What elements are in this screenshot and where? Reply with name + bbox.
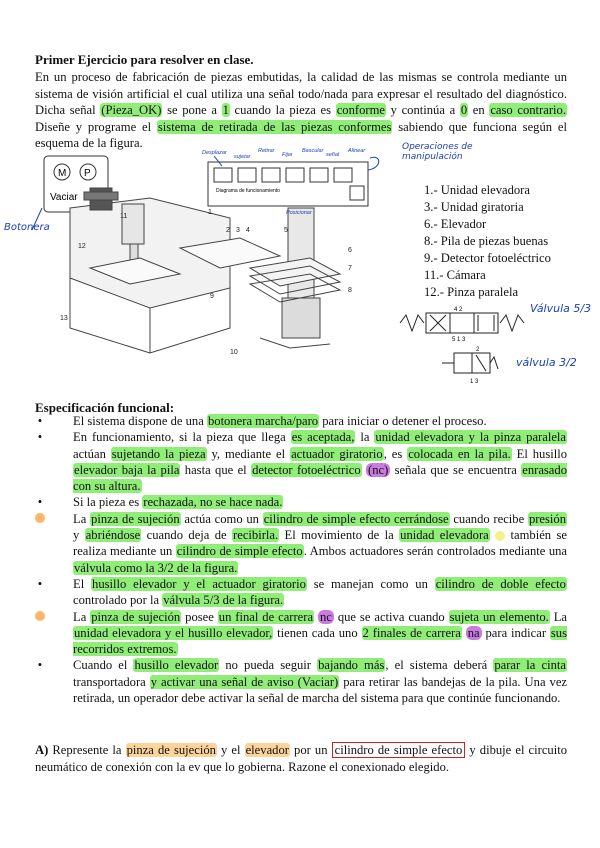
highlight: colocada en la pila. — [408, 446, 511, 461]
text: En funcionamiento, si la pieza que llega — [73, 430, 291, 445]
bullet: • — [37, 658, 43, 673]
text: y, mediante el — [206, 446, 291, 461]
annotation-valve-53: Válvula 5/3 — [530, 302, 592, 315]
text: Cuando el — [73, 658, 134, 673]
intro-paragraph — [35, 69, 567, 152]
highlight: abriéndose — [85, 528, 141, 543]
text: hasta que el — [180, 462, 252, 477]
text: se manejan como un — [306, 576, 435, 591]
text: cuando recibe — [449, 511, 528, 526]
valve-5-3-symbol — [398, 303, 528, 343]
text: cuando la pieza es — [229, 103, 336, 117]
highlight: cilindro de doble efecto — [435, 576, 566, 591]
spec-item — [35, 413, 567, 429]
highlight: bajando más — [318, 658, 385, 673]
highlight: caso contrario. — [490, 103, 566, 117]
text: . Ambos actuadores serán controlados mediante una — [303, 544, 568, 559]
boxed-text: cilindro de simple efecto — [332, 742, 466, 758]
num-label: 11 — [120, 213, 128, 220]
highlight: 0 — [460, 103, 468, 117]
annotation-valve-32: válvula 3/2 — [516, 356, 577, 369]
valve32-port-top: 2 — [476, 347, 480, 353]
num-label: 6 — [348, 247, 352, 254]
yellow-dot — [495, 531, 505, 541]
component-legend — [424, 182, 551, 301]
text: para indicar — [481, 625, 550, 640]
highlight: un final de carrera — [218, 609, 314, 624]
hw-word: Bascular — [302, 148, 324, 154]
spec-item — [35, 511, 567, 576]
legend-item: 6.- Elevador — [424, 217, 487, 231]
text: y el — [216, 743, 245, 757]
legend-item: 8.- Pila de piezas buenas — [424, 234, 549, 248]
spec-title: Especificación funcional: — [35, 400, 175, 415]
highlight: 1 — [222, 103, 229, 117]
text: para iniciar o detener el proceso. — [319, 414, 487, 428]
valve32-ports-bottom: 1 3 — [470, 379, 479, 385]
highlight-purple: (nc) — [368, 462, 389, 477]
text: en — [468, 103, 490, 117]
highlight: husillo elevador y el actuador giratorio — [92, 576, 306, 591]
panel-vaciar-label: Vaciar — [50, 192, 78, 203]
valve-ports-bottom: 5 1 3 — [452, 337, 466, 343]
highlight-purple: nc — [320, 609, 332, 624]
hw-word: Fijar — [282, 152, 293, 158]
valve-3-2-symbol — [440, 345, 500, 385]
spec-item — [35, 429, 567, 494]
text: El sistema dispone de una — [73, 414, 207, 428]
text: transportadora — [73, 674, 150, 689]
highlight: válvula como la 3/2 de la figura. — [74, 560, 238, 575]
num-label: 10 — [230, 349, 238, 356]
text: controlado por la — [73, 593, 163, 608]
text: y dibuje el circuito neumático de conexión con la ev que lo gobierna. Razone el conexionado elegido. — [35, 743, 568, 774]
highlight: sistema de retirada de las piezas conformes — [157, 119, 392, 134]
legend-item: 3.- Unidad giratoria — [424, 200, 524, 214]
valve-ports-top: 4 2 — [454, 307, 463, 313]
highlight: válvula 5/3 de la figura. — [163, 593, 284, 608]
spec-list — [35, 413, 567, 706]
annotation-operaciones: Operaciones de manipulación — [402, 142, 473, 162]
legend-item: 9.- Detector fotoeléctrico — [424, 251, 551, 265]
highlight: y activar una señal de aviso (Vaciar) — [150, 674, 339, 689]
highlight: unidad elevadora y la pinza paralela — [375, 430, 566, 445]
legend-item: 1.- Unidad elevadora — [424, 183, 530, 197]
text: sabiendo que funciona según el esquema de la figura. — [35, 119, 567, 150]
bullet: • — [37, 495, 43, 510]
highlight: unidad elevadora y el husillo elevador, — [74, 625, 273, 640]
hw-word: Alinear — [348, 148, 366, 154]
text: también se realiza mediante un — [73, 528, 567, 559]
text: La — [549, 609, 567, 624]
text: Represente la — [48, 743, 126, 757]
highlight: enrasado con su altura. — [73, 462, 567, 494]
highlight: parar la cinta — [494, 658, 566, 673]
highlight: (Pieza_OK) — [101, 103, 162, 117]
num-label: 4 — [246, 227, 250, 234]
bullet-marked — [35, 511, 45, 527]
highlight: elevador baja la pila — [74, 462, 180, 477]
spec-item — [35, 576, 567, 609]
num-label: 7 — [348, 265, 352, 272]
hw-word: sujetar — [234, 154, 251, 160]
text: , el sistema deberá — [385, 658, 494, 673]
highlight: 2 finales de carrera — [362, 625, 461, 640]
text: actúa como un — [180, 511, 263, 526]
highlight: pinza de sujeción — [91, 511, 180, 526]
function-diagram — [208, 162, 368, 206]
text: señala que se encuentra — [390, 462, 522, 477]
highlight: es aceptada, — [291, 430, 355, 445]
highlight: conforme — [336, 103, 385, 117]
num-label: 2 — [226, 227, 230, 234]
text: En un proceso de fabricación de piezas embutidas, la calidad de las mismas se controla mediante un sistema de visión artificial el cual utiliza una señal todo/nada para expresar el resultado del diagnóstico. Dicha señal — [35, 70, 567, 117]
text: por un — [289, 743, 332, 757]
text: que se activa cuando — [333, 609, 449, 624]
highlight-purple: na — [467, 625, 480, 640]
highlight: cilindro de simple efecto — [176, 544, 303, 559]
bullet: • — [37, 430, 43, 445]
bullet: • — [37, 576, 43, 591]
highlight: pinza de sujeción — [91, 609, 181, 624]
text: no pueda seguir — [219, 658, 318, 673]
orange-dot — [35, 513, 45, 523]
text: posee — [181, 609, 218, 624]
diagram-caption: Diagrama de funcionamiento — [216, 188, 280, 194]
highlight-orange: elevador — [245, 743, 289, 757]
text: El husillo — [511, 446, 568, 461]
text: se pone a — [162, 103, 222, 117]
panel-m-label: M — [58, 168, 67, 179]
bullet-marked — [35, 609, 45, 625]
highlight: rechazada, no se hace nada. — [143, 495, 283, 510]
text: tienen cada uno — [273, 625, 362, 640]
text: La — [73, 609, 91, 624]
text: La — [73, 511, 91, 526]
text: para retirar las bandejas de la pila. Una vez retirada, un operador debe activar la señal de marcha del sistema para que continúe funcionando. — [73, 674, 567, 706]
highlight: botonera marcha/paro — [207, 414, 319, 428]
text: y continúa a — [385, 103, 460, 117]
num-label: 5 — [284, 227, 288, 234]
panel-p-label: P — [84, 168, 91, 179]
question-label: A) — [35, 743, 49, 757]
text: Diseñe y programe el — [35, 119, 157, 134]
legend-item: 11.- Cámara — [424, 268, 486, 282]
highlight: sujeta un elemento. — [449, 609, 549, 624]
text: El — [73, 576, 92, 591]
text: El movimiento de la — [279, 528, 400, 543]
spec-item — [35, 657, 567, 706]
exercise-title: Primer Ejercicio para resolver en clase. — [35, 52, 254, 67]
num-label: 1 — [208, 209, 212, 216]
num-label: 9 — [210, 293, 214, 300]
highlight: sus recorridos extremos. — [73, 625, 567, 657]
spec-item — [35, 609, 567, 658]
highlight: cilindro de simple efecto cerrándose — [263, 511, 449, 526]
highlight: sujetando la pieza — [111, 446, 206, 461]
num-label: 12 — [78, 243, 86, 250]
bullet: • — [37, 414, 43, 428]
highlight: husillo elevador — [134, 658, 219, 673]
highlight: actuador giratorio — [291, 446, 383, 461]
highlight-orange: pinza de sujeción — [126, 743, 216, 757]
annotation-botonera: Botonera — [4, 222, 50, 233]
text: actúan — [73, 446, 111, 461]
text: la — [355, 430, 375, 445]
hw-word: Desplazar — [202, 150, 227, 156]
highlight: unidad elevadora — [400, 528, 489, 543]
num-label: 13 — [60, 315, 68, 322]
num-label: 8 — [348, 287, 352, 294]
num-label: 3 — [236, 227, 240, 234]
highlight: presión — [528, 511, 567, 526]
text: Si la pieza es — [73, 495, 143, 510]
legend-item: 12.- Pinza paralela — [424, 285, 519, 299]
orange-dot — [35, 611, 45, 621]
text: , es — [383, 446, 408, 461]
highlight: detector fotoeléctrico — [252, 462, 361, 477]
machine-figure — [30, 148, 380, 368]
text: cuando deja de — [141, 528, 233, 543]
highlight: recibirla. — [233, 528, 279, 543]
hw-word: Retirar — [258, 148, 275, 154]
hw-word: señal — [326, 152, 340, 158]
question-a — [35, 742, 567, 776]
spec-item — [35, 494, 567, 510]
hw-word: Posicionar — [286, 210, 312, 216]
text: y — [73, 528, 85, 543]
